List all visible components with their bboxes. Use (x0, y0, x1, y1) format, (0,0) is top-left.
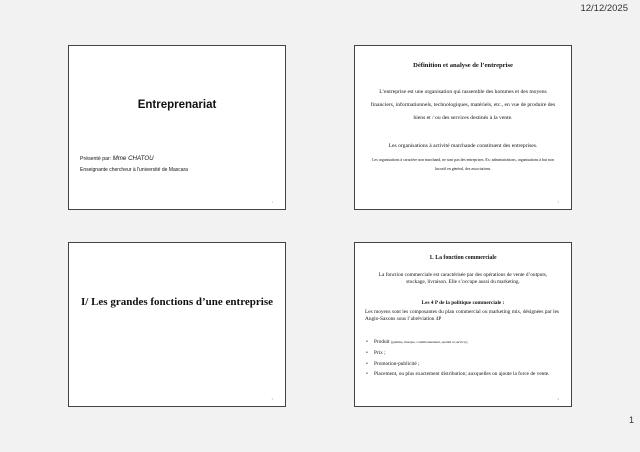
list-item (365, 350, 559, 357)
presenter-role: Enseignante chercheur à l'université de Mascara (80, 167, 188, 173)
slide-title: 1. La fonction commerciale (429, 255, 497, 261)
print-date: 12/12/2025 (580, 3, 628, 14)
slide-1-thumbnail (68, 45, 286, 210)
slide-4-thumbnail (354, 242, 572, 407)
bullet-text: Prix ; (374, 349, 386, 356)
definition-paragraph: L’entreprise est une organisation qui rassemble des hommes et des moyens financiers, informationnels, technologiques, matériels, etc., en vue de produire des biens et / ou des services destinés à la vente. (370, 89, 556, 122)
bullet-list (365, 339, 559, 382)
commercial-paragraph: La fonction commerciale est caractérisée par des opérations de vente d’outputs, stockage, livraison. Elle s’occupe aussi du marketing. (378, 272, 548, 286)
slide-2-thumbnail (354, 45, 572, 210)
bullet-text: Produit (374, 339, 391, 345)
definition-paragraph-3: Les organisations à caractère non marchand, ne sont pas des entreprises. Ex: administrations, organisations à but non lucratif en général, des associations. (372, 158, 554, 171)
presenter-line (80, 155, 154, 162)
bullet-detail: (gamme, marque, conditionnement, qualité et service) ; (390, 340, 469, 344)
presenter-name: Mme CHATOU (112, 155, 154, 162)
slide-title: Entreprenariat (137, 99, 217, 111)
definition-paragraph-2: Les organisations à activité marchande constituent des entreprises. (388, 143, 538, 149)
presenter-prefix: Présenté par: (80, 156, 113, 162)
slide-3-thumbnail (68, 242, 286, 407)
slide-number: 4 (557, 397, 559, 401)
list-item (365, 339, 559, 346)
marketing-mix-paragraph: Les moyens sont les composantes du plan commercial ou marketing mix, désignées par les Anglo-Saxons sous l’abréviation 4P (365, 309, 559, 323)
list-item (365, 361, 559, 368)
slide-number: 1 (271, 200, 273, 204)
slide-subtitle: Les 4 P de la politique commerciale : (421, 300, 505, 306)
list-item (365, 371, 559, 378)
slide-title: I/ Les grandes fonctions d’une entreprise (81, 296, 273, 308)
bullet-text: Promotion-publicité ; (374, 360, 420, 367)
slide-number: 2 (557, 200, 559, 204)
page-number: 1 (628, 415, 634, 425)
slide-title: Définition et analyse de l’entreprise (413, 62, 513, 69)
slide-number: 3 (271, 397, 273, 401)
bullet-text: Placement, ou plus exactement distribution; auxquelles on ajoute la force de vente. (374, 371, 550, 378)
